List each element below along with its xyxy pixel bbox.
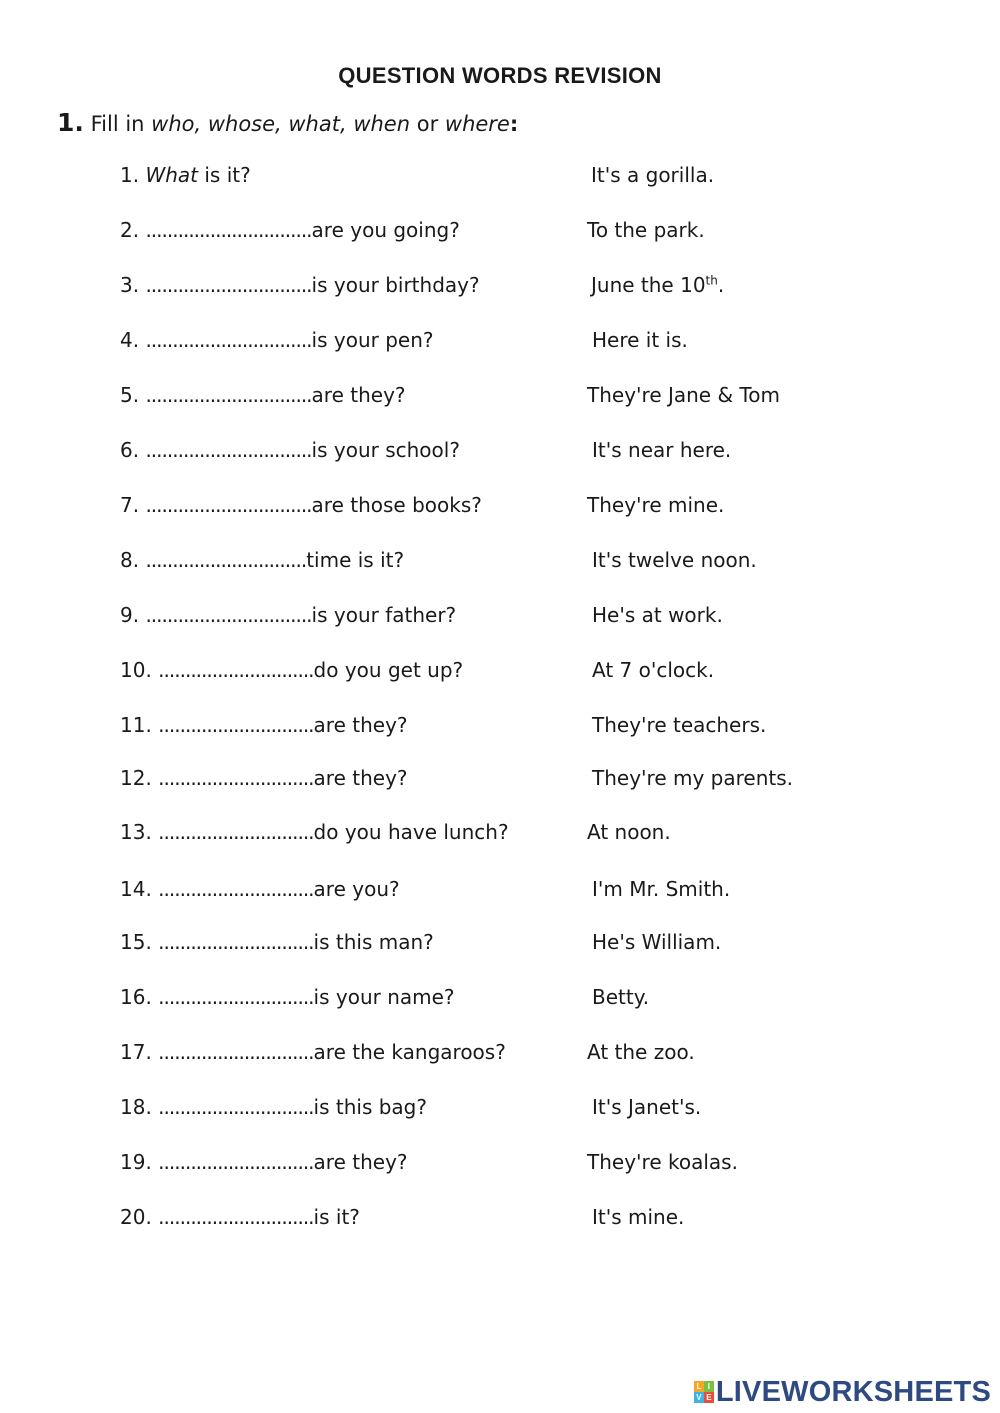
answer-main: It's a gorilla. (591, 163, 715, 187)
answer-blank[interactable]: ............................. (158, 930, 314, 954)
answer-main: I'm Mr. Smith. (592, 877, 731, 901)
answer-blank[interactable]: ............................... (145, 328, 312, 352)
item-number: 9. (120, 603, 140, 627)
item-number: 6. (120, 438, 140, 462)
question (120, 438, 460, 462)
item-number: 1. (120, 163, 140, 187)
question-text: are the kangaroos? (313, 1040, 506, 1064)
logo-text: LIVEWORKSHEETS (715, 1375, 991, 1408)
question (120, 1205, 360, 1229)
question-text: are they? (313, 713, 408, 737)
question-text: is your pen? (311, 328, 434, 352)
question (120, 548, 404, 572)
answer-text (592, 877, 730, 901)
answer-blank[interactable]: ............................. (158, 877, 314, 901)
exercise-item (0, 1150, 1000, 1180)
instruction-lead: Fill in (90, 112, 152, 136)
exercise-item (0, 493, 1000, 523)
answer-blank[interactable]: ............................. (158, 820, 314, 844)
liveworksheets-logo (694, 1375, 991, 1409)
exercise-item (0, 820, 1000, 850)
instruction (57, 108, 518, 137)
item-number: 2. (120, 218, 140, 242)
question-text: are they? (313, 1150, 408, 1174)
question (120, 273, 480, 297)
instruction-colon: : (509, 112, 519, 136)
exercise-item (0, 766, 1000, 796)
answer-main: To the park. (587, 218, 705, 242)
instruction-last-word: where (444, 112, 510, 136)
instruction-words: who, whose, what, when (151, 112, 411, 136)
question (120, 493, 482, 517)
answer-main: It's Janet's. (592, 1095, 702, 1119)
answer-main: They're Jane & Tom (587, 383, 780, 407)
answer-blank[interactable]: ............................... (145, 383, 312, 407)
item-number: 17. (120, 1040, 152, 1064)
item-number: 18. (120, 1095, 152, 1119)
answer-main: It's mine. (592, 1205, 685, 1229)
answer-main: They're mine. (587, 493, 725, 517)
question-text: is it? (198, 163, 251, 187)
question (120, 877, 400, 901)
answer-main: At noon. (587, 820, 671, 844)
answer-blank[interactable]: ............................... (145, 493, 312, 517)
answer-text (591, 163, 714, 187)
answer-blank[interactable]: ............................. (158, 1150, 314, 1174)
instruction-or: or (410, 112, 445, 136)
item-number: 19. (120, 1150, 152, 1174)
answer-text (587, 383, 780, 407)
answer-text (592, 766, 793, 790)
question (120, 383, 406, 407)
question (120, 658, 463, 682)
question-text: is this bag? (313, 1095, 427, 1119)
question (120, 328, 434, 352)
item-number: 15. (120, 930, 152, 954)
item-number: 10. (120, 658, 152, 682)
question-text: do you have lunch? (313, 820, 509, 844)
answer-blank[interactable]: ............................. (158, 766, 314, 790)
answer-text (592, 930, 721, 954)
answer-text (592, 603, 723, 627)
item-number: 12. (120, 766, 152, 790)
exercise-item (0, 218, 1000, 248)
question-text: is your father? (311, 603, 457, 627)
item-number: 13. (120, 820, 152, 844)
question-text: do you get up? (313, 658, 464, 682)
exercise-item (0, 930, 1000, 960)
answer-blank[interactable]: ............................. (158, 985, 314, 1009)
question (120, 820, 509, 844)
exercise-item (0, 163, 1000, 193)
answer-text (592, 985, 649, 1009)
answer-blank[interactable]: ............................. (158, 1205, 314, 1229)
answer-blank[interactable]: ............................. (158, 658, 314, 682)
answer-main: They're teachers. (592, 713, 767, 737)
exercise-item (0, 328, 1000, 358)
item-number: 4. (120, 328, 140, 352)
answer-main: Here it is. (592, 328, 688, 352)
item-number: 11. (120, 713, 152, 737)
answer-main: They're koalas. (587, 1150, 738, 1174)
answer-superscript: th (705, 273, 718, 288)
answer-blank[interactable]: ............................. (158, 1040, 314, 1064)
exercise-item (0, 548, 1000, 578)
answer-main: It's twelve noon. (592, 548, 757, 572)
answer-text (592, 658, 714, 682)
item-number: 14. (120, 877, 152, 901)
question-text: is your school? (311, 438, 460, 462)
logo-icon-tile: L (694, 1381, 704, 1392)
question-text: is it? (313, 1205, 360, 1229)
exercise-item (0, 603, 1000, 633)
answer-main: At 7 o'clock. (592, 658, 715, 682)
answer-text (592, 548, 757, 572)
answer-text (592, 713, 766, 737)
exercise-item (0, 438, 1000, 468)
question (120, 163, 251, 187)
answer-blank[interactable]: ............................... (145, 438, 312, 462)
answer-text (587, 1040, 695, 1064)
answer-main: They're my parents. (592, 766, 793, 790)
item-number: 16. (120, 985, 152, 1009)
question-text: are they? (311, 383, 406, 407)
answer-text (587, 218, 705, 242)
answer-blank[interactable]: ............................. (158, 1095, 314, 1119)
exercise-item (0, 985, 1000, 1015)
answer-text (587, 1150, 738, 1174)
item-number: 5. (120, 383, 140, 407)
worksheet-title: QUESTION WORDS REVISION (338, 63, 662, 88)
item-number: 7. (120, 493, 140, 517)
question (120, 1095, 427, 1119)
exercise-item (0, 658, 1000, 688)
question (120, 930, 434, 954)
answer-text (592, 328, 688, 352)
instruction-number: 1. (57, 108, 84, 137)
exercise-item (0, 1205, 1000, 1235)
exercise-item (0, 1040, 1000, 1070)
answer-text (591, 273, 724, 297)
answer-main: At the zoo. (587, 1040, 695, 1064)
exercise-item (0, 1095, 1000, 1125)
answer-blank[interactable]: ............................... (145, 603, 312, 627)
logo-icon-tile: E (704, 1392, 714, 1403)
question (120, 1040, 506, 1064)
answer-main: June the 10 (591, 273, 706, 297)
item-number: 20. (120, 1205, 152, 1229)
answer-main: It's near here. (592, 438, 732, 462)
answer-main: He's at work. (592, 603, 723, 627)
logo-icon-tile: I (704, 1381, 714, 1392)
answer-text (592, 1205, 684, 1229)
answer-blank[interactable]: .............................. (145, 548, 307, 572)
question-text: are you? (313, 877, 400, 901)
answer-tail: . (717, 273, 725, 297)
question-text: time is it? (306, 548, 405, 572)
exercise-item (0, 713, 1000, 743)
exercise-item (0, 877, 1000, 907)
answer-blank[interactable]: ............................. (158, 713, 314, 737)
answer-text (592, 438, 731, 462)
answer-text (587, 820, 671, 844)
liveworksheets-icon (694, 1381, 714, 1403)
question (120, 985, 455, 1009)
item-number: 8. (120, 548, 140, 572)
answer-main: He's William. (592, 930, 722, 954)
question-text: is this man? (313, 930, 434, 954)
question-text: are they? (313, 766, 408, 790)
answer-blank[interactable]: ............................... (145, 273, 312, 297)
exercise-item (0, 273, 1000, 303)
question-text: is your name? (313, 985, 455, 1009)
question (120, 766, 408, 790)
answer-text (587, 493, 724, 517)
question (120, 218, 460, 242)
question-text: is your birthday? (311, 273, 480, 297)
question (120, 603, 456, 627)
question-text: are you going? (311, 218, 460, 242)
question (120, 1150, 408, 1174)
item-number: 3. (120, 273, 140, 297)
answer-main: Betty. (592, 985, 650, 1009)
logo-icon-tile: V (694, 1392, 704, 1403)
question-text: are those books? (311, 493, 482, 517)
example-answer-word: What (145, 163, 199, 187)
answer-blank[interactable]: ............................... (145, 218, 312, 242)
answer-text (592, 1095, 701, 1119)
question (120, 713, 408, 737)
exercise-item (0, 383, 1000, 413)
